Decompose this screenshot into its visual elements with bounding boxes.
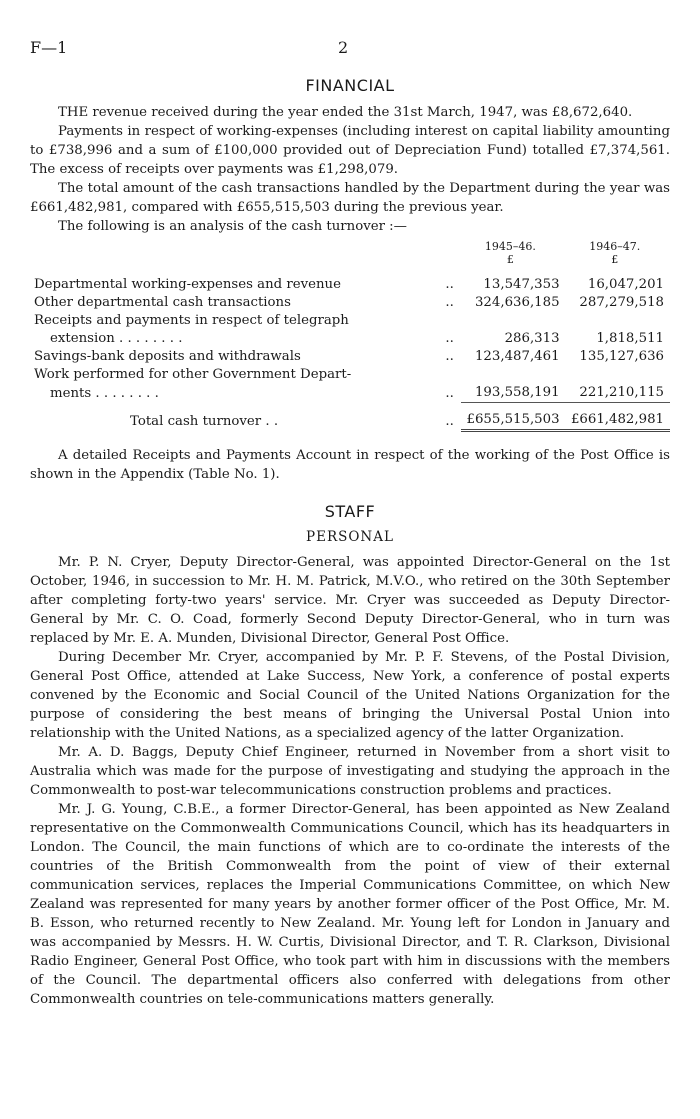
financial-closing-paragraph: A detailed Receipts and Payments Account in respect of the working of the Post Office is shown in the Appendix (Table No. 1). — [30, 448, 670, 482]
financial-paragraph: Payments in respect of working-expenses (including interest on capital liability amounting to £738,996 and a sum of £100,000 provided out of Depreciation Fund) totalled £7,374,561. The excess of receipts over payments was £1,298,079. — [30, 124, 670, 177]
document-reference: F—1 — [30, 38, 68, 57]
financial-heading: FINANCIAL — [305, 76, 395, 95]
table-row: Savings-bank deposits and withdrawals .. 123,487,461 135,127,636 — [34, 349, 664, 364]
table-row: Work performed for other Government Depart- — [34, 367, 352, 382]
personal-subheading: PERSONAL — [306, 529, 394, 545]
column-header-1945-46: 1945–46. £ — [484, 240, 536, 266]
financial-paragraph: The following is an analysis of the cash turnover :— — [58, 219, 407, 234]
running-header — [30, 38, 670, 62]
table-row: Other departmental cash transactions .. 324,636,185 287,279,518 — [34, 295, 664, 310]
column-header-1946-47: 1946–47. £ — [589, 240, 641, 266]
page-number: 2 — [338, 38, 349, 57]
financial-paragraph: The total amount of the cash transactions handled by the Department during the year was £661,482,981, compared with £655,515,503 during the previous year. — [30, 181, 670, 215]
financial-paragraph: THE revenue received during the year ended the 31st March, 1947, was £8,672,640. — [58, 105, 633, 120]
staff-paragraph: Mr. J. G. Young, C.B.E., a former Director-General, has been appointed as New Zealand representative on the Commonwealth Communications Council, which has its headquarters in London. The Council, the main functions of which are to co-ordinate the interests of the countries of the British Commonwealth from the point of view of their external communication services, replaces the Imperial Communications Committee, on which New Zealand was represented for many years by another former officer of the Post Office, Mr. M. B. Esson, who returned recently to New Zealand. Mr. Young left for London in January and was accompanied by Messrs. H. W. Curtis, Divisional Director, and T. R. Clarkson, Divisional Radio Engineer, General Post Office, who took part with him in discussions with the members of the Council. The departmental officers also conferred with delegations from other Commonwealth countries on tele-communications matters generally. — [30, 802, 670, 1007]
table-row: Departmental working-expenses and revenue .. 13,547,353 16,047,201 — [34, 277, 664, 292]
staff-paragraph: During December Mr. Cryer, accompanied by Mr. P. F. Stevens, of the Postal Division, General Post Office, attended at Lake Success, New York, a conference of postal experts convened by the Economic and Social Council of the United Nations Organization for the purpose of considering the best means of bringing the Universal Postal Union into relationship with the United Nations, as a specialized agency of the latter Organization. — [30, 650, 670, 741]
cash-turnover-table — [30, 240, 670, 432]
table-total-row: Total cash turnover . . .. £655,515,503 £661,482,981 — [30, 403, 670, 431]
table-row-continuation: extension . . . . . . . . .. 286,313 1,818,511 — [50, 331, 664, 346]
table-row-continuation: ments . . . . . . . . .. 193,558,191 221,210,115 — [50, 385, 664, 401]
table-header-row — [30, 240, 670, 266]
table-row: Receipts and payments in respect of telegraph — [34, 313, 349, 328]
staff-paragraph: Mr. A. D. Baggs, Deputy Chief Engineer, returned in November from a short visit to Australia which was made for the purpose of investigating and studying the approach in the Commonwealth to post-war telecommunications construction problems and practices. — [30, 745, 670, 798]
staff-paragraph: Mr. P. N. Cryer, Deputy Director-General, was appointed Director-General on the 1st October, 1946, in succession to Mr. H. M. Patrick, M.V.O., who retired on the 30th September after completing forty-two years' service. Mr. Cryer was succeeded as Deputy Director-General by Mr. C. O. Coad, formerly Second Deputy Director-General, who in turn was replaced by Mr. E. A. Munden, Divisional Director, General Post Office. — [30, 555, 670, 646]
document-page — [30, 38, 670, 1009]
staff-heading: STAFF — [324, 502, 376, 521]
